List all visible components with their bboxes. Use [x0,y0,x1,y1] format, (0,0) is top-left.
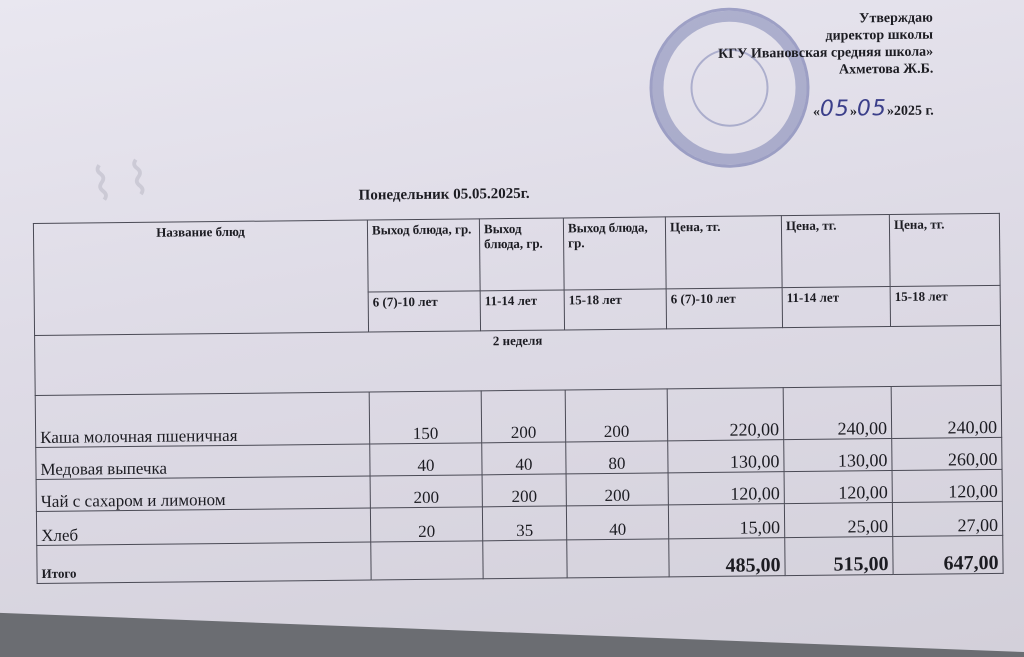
week-label: 2 неделя [35,325,1002,395]
price-cell: 130,00 [668,440,784,473]
price-cell: 120,00 [892,469,1002,502]
approval-block [603,10,934,123]
price-cell: 120,00 [668,472,784,505]
price-cell: 260,00 [892,437,1002,470]
weight-cell: 40 [566,505,668,540]
weight-cell: 80 [566,441,668,474]
header-weight-3: Выход блюда, гр. [563,217,666,290]
weight-cell: 200 [481,390,566,443]
total-price: 515,00 [785,537,893,576]
weight-cell: 150 [369,391,482,444]
approval-line-4: Ахметова Ж.Б. [838,61,934,78]
page-title: Понедельник 05.05.2025г. [358,185,530,204]
total-price: 647,00 [893,535,1003,574]
price-cell: 240,00 [891,385,1002,438]
date-month-handwritten: 05 [856,96,888,122]
age-group-cell: 11-14 лет [480,290,564,331]
age-group-cell: 11-14 лет [782,287,890,328]
header-dish-name: Название блюд [33,220,368,335]
weight-cell: 40 [370,443,482,476]
weight-cell: 200 [482,474,566,507]
weight-cell: 40 [482,442,566,475]
header-row [33,213,1000,295]
total-price: 485,00 [669,538,785,577]
date-separator: » [849,104,858,120]
age-group-cell: 6 (7)-10 лет [368,291,480,332]
weight-cell: 20 [370,507,482,542]
weight-cell: 200 [565,389,668,442]
date-open-quote: « [812,104,821,120]
header-price-3: Цена, тг. [889,213,1000,286]
price-cell: 27,00 [892,501,1002,536]
price-cell: 120,00 [784,471,892,504]
dish-name: Медовая выпечка [36,444,370,479]
price-cell: 25,00 [784,503,892,538]
week-row [35,325,1002,395]
age-group-cell: 6 (7)-10 лет [666,288,782,329]
table-row [35,385,1001,447]
header-price-1: Цена, тг. [665,216,782,289]
header-price-2: Цена, тг. [781,215,890,288]
dish-name: Каша молочная пшеничная [35,392,370,447]
header-weight-2: Выход блюда, гр. [479,218,564,291]
price-cell: 240,00 [783,387,892,440]
weight-cell: 35 [482,506,566,541]
dish-name: Чай с сахаром и лимоном [36,476,370,511]
price-cell: 220,00 [667,388,784,441]
approval-line-1: Утверждаю [859,10,933,27]
approval-line-2: директор школы [825,27,934,44]
price-cell: 15,00 [668,504,784,539]
age-group-cell: 15-18 лет [564,289,666,330]
empty-cell [567,539,669,578]
embossed-mark: ⌇ ⌇ [86,149,154,213]
dish-name: Хлеб [36,508,370,545]
total-label: Итого [37,542,371,583]
weight-cell: 200 [566,473,668,506]
header-weight-1: Выход блюда, гр. [367,219,480,292]
age-group-cell: 15-18 лет [890,285,1000,326]
empty-cell [371,541,483,580]
approval-line-3: КГУ Ивановская средняя школа» [718,44,934,62]
price-cell: 130,00 [784,439,892,472]
weight-cell: 200 [370,475,482,508]
menu-table [33,213,1004,584]
date-year: »2025 г. [886,103,934,120]
approval-date [604,96,934,123]
date-day-handwritten: 05 [819,96,851,122]
empty-cell [483,540,567,579]
